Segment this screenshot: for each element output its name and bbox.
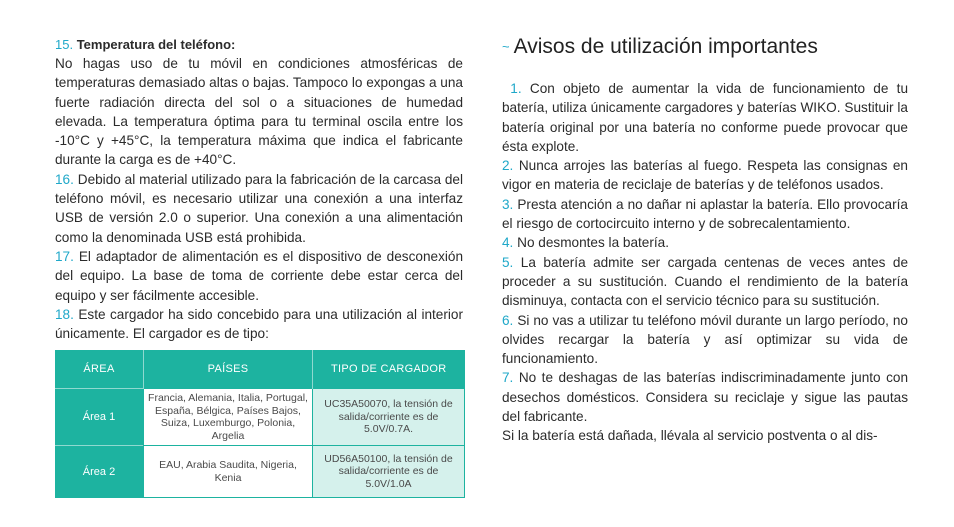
cell-tipo: UD56A50100, la tensión de salida/corriente es de 5.0V/1.0A <box>313 446 465 498</box>
header-paises: PAÍSES <box>144 350 313 389</box>
table-row <box>55 446 465 498</box>
header-tipo: TIPO DE CARGADOR <box>313 350 465 389</box>
paragraph-16 <box>55 170 463 247</box>
item-number: 17. <box>55 248 74 264</box>
table-row <box>55 389 465 446</box>
title-mark: ~ <box>502 39 510 55</box>
paragraph-15: No hagas uso de tu móvil en condiciones atmosféricas de temperaturas demasiado altas o bajas. Tampoco lo expongas a una fuerte radiación directa del sol o a situaciones de humedad elevada. La temperatura óptima para tu terminal oscila entre los -10°C y +45°C, la temperatura máxima que indica el fabricante durante la carga es de +40°C. <box>55 56 463 168</box>
warning-item-3 <box>502 195 908 234</box>
cell-paises: Francia, Alemania, Italia, Portugal, España, Bélgica, Países Bajos, Suiza, Luxemburgo, Polonia, Argelia <box>144 389 313 446</box>
section-15-title: Temperatura del teléfono: <box>76 37 236 52</box>
item-number: 7. <box>502 370 514 386</box>
section-15-heading <box>55 36 235 53</box>
cell-paises: EAU, Arabia Saudita, Nigeria, Kenia <box>144 446 313 498</box>
item-text: Presta atención a no dañar ni aplastar la batería. Ello provocaría el riesgo de cortocircuito interno y de sobrecalentamiento. <box>502 196 908 232</box>
item-text: La batería admite ser cargada centenas de veces antes de proceder a su sustitución. Cuando el rendimiento de la batería disminuya, contacta con el servicio técnico para su sustitución. <box>502 254 909 309</box>
paragraph-text: El adaptador de alimentación es el dispositivo de desconexión del equipo. La base de toma de corriente debe estar cerca del equipo y ser fácilmente accesible. <box>55 248 464 303</box>
item-number: 18. <box>55 306 74 322</box>
item-text: No te deshagas de las baterías indiscriminadamente junto con desechos domésticos. Considera su reciclaje y sigue las pautas del fabricante. <box>502 370 908 425</box>
item-number: 6. <box>502 312 514 328</box>
item-number: 4. <box>502 235 514 251</box>
item-number: 3. <box>502 196 514 212</box>
header-area: ÁREA <box>55 350 144 389</box>
trailing-text: Si la batería está dañada, llévala al servicio postventa o al dis- <box>502 428 878 444</box>
item-text: Con objeto de aumentar la vida de funcionamiento de tu batería, utiliza únicamente cargadores y baterías WIKO. Sustituir la batería original por una batería no conforme puede provocar que ésta explote. <box>502 81 909 154</box>
warning-item-6 <box>502 311 908 369</box>
item-number: 15. <box>55 37 74 52</box>
paragraph-18 <box>55 305 463 344</box>
warning-item-1 <box>502 79 908 156</box>
item-text: No desmontes la batería. <box>517 235 670 251</box>
item-number: 1. <box>510 81 522 96</box>
cell-tipo: UC35A50070, la tensión de salida/corriente es de 5.0V/0.7A. <box>313 389 465 446</box>
paragraph-17 <box>55 247 463 305</box>
charger-table <box>55 350 465 498</box>
item-number: 2. <box>502 158 514 174</box>
paragraph-text: Este cargador ha sido concebido para una utilización al interior únicamente. El cargador es de tipo: <box>55 306 463 342</box>
paragraph-text: Debido al material utilizado para la fabricación de la carcasa del teléfono móvil, es necesario utilizar una conexión a una interfaz USB de versión 2.0 o superior. Una conexión a una alimentación como la denominada USB está prohibida. <box>55 171 463 245</box>
left-body <box>55 54 463 343</box>
cell-area: Área 1 <box>55 389 144 446</box>
item-text: Si no vas a utilizar tu teléfono móvil durante un largo período, no olvides recargar la batería y así optimizar su vida de funcionamiento. <box>502 312 908 367</box>
warning-item-4 <box>502 233 908 252</box>
table-header-row <box>55 350 465 389</box>
warning-item-2 <box>502 156 908 195</box>
item-text: Nunca arrojes las baterías al fuego. Respeta las consignas en vigor en materia de reciclaje de baterías y de teléfonos usados. <box>502 158 908 193</box>
item-number: 16. <box>55 171 74 187</box>
page-title <box>502 33 818 61</box>
title-text: Avisos de utilización importantes <box>513 35 818 58</box>
cell-area: Área 2 <box>55 446 144 498</box>
warning-item-7 <box>502 368 908 426</box>
item-number: 5. <box>502 254 514 270</box>
right-body <box>502 79 908 446</box>
warning-item-5 <box>502 253 908 311</box>
